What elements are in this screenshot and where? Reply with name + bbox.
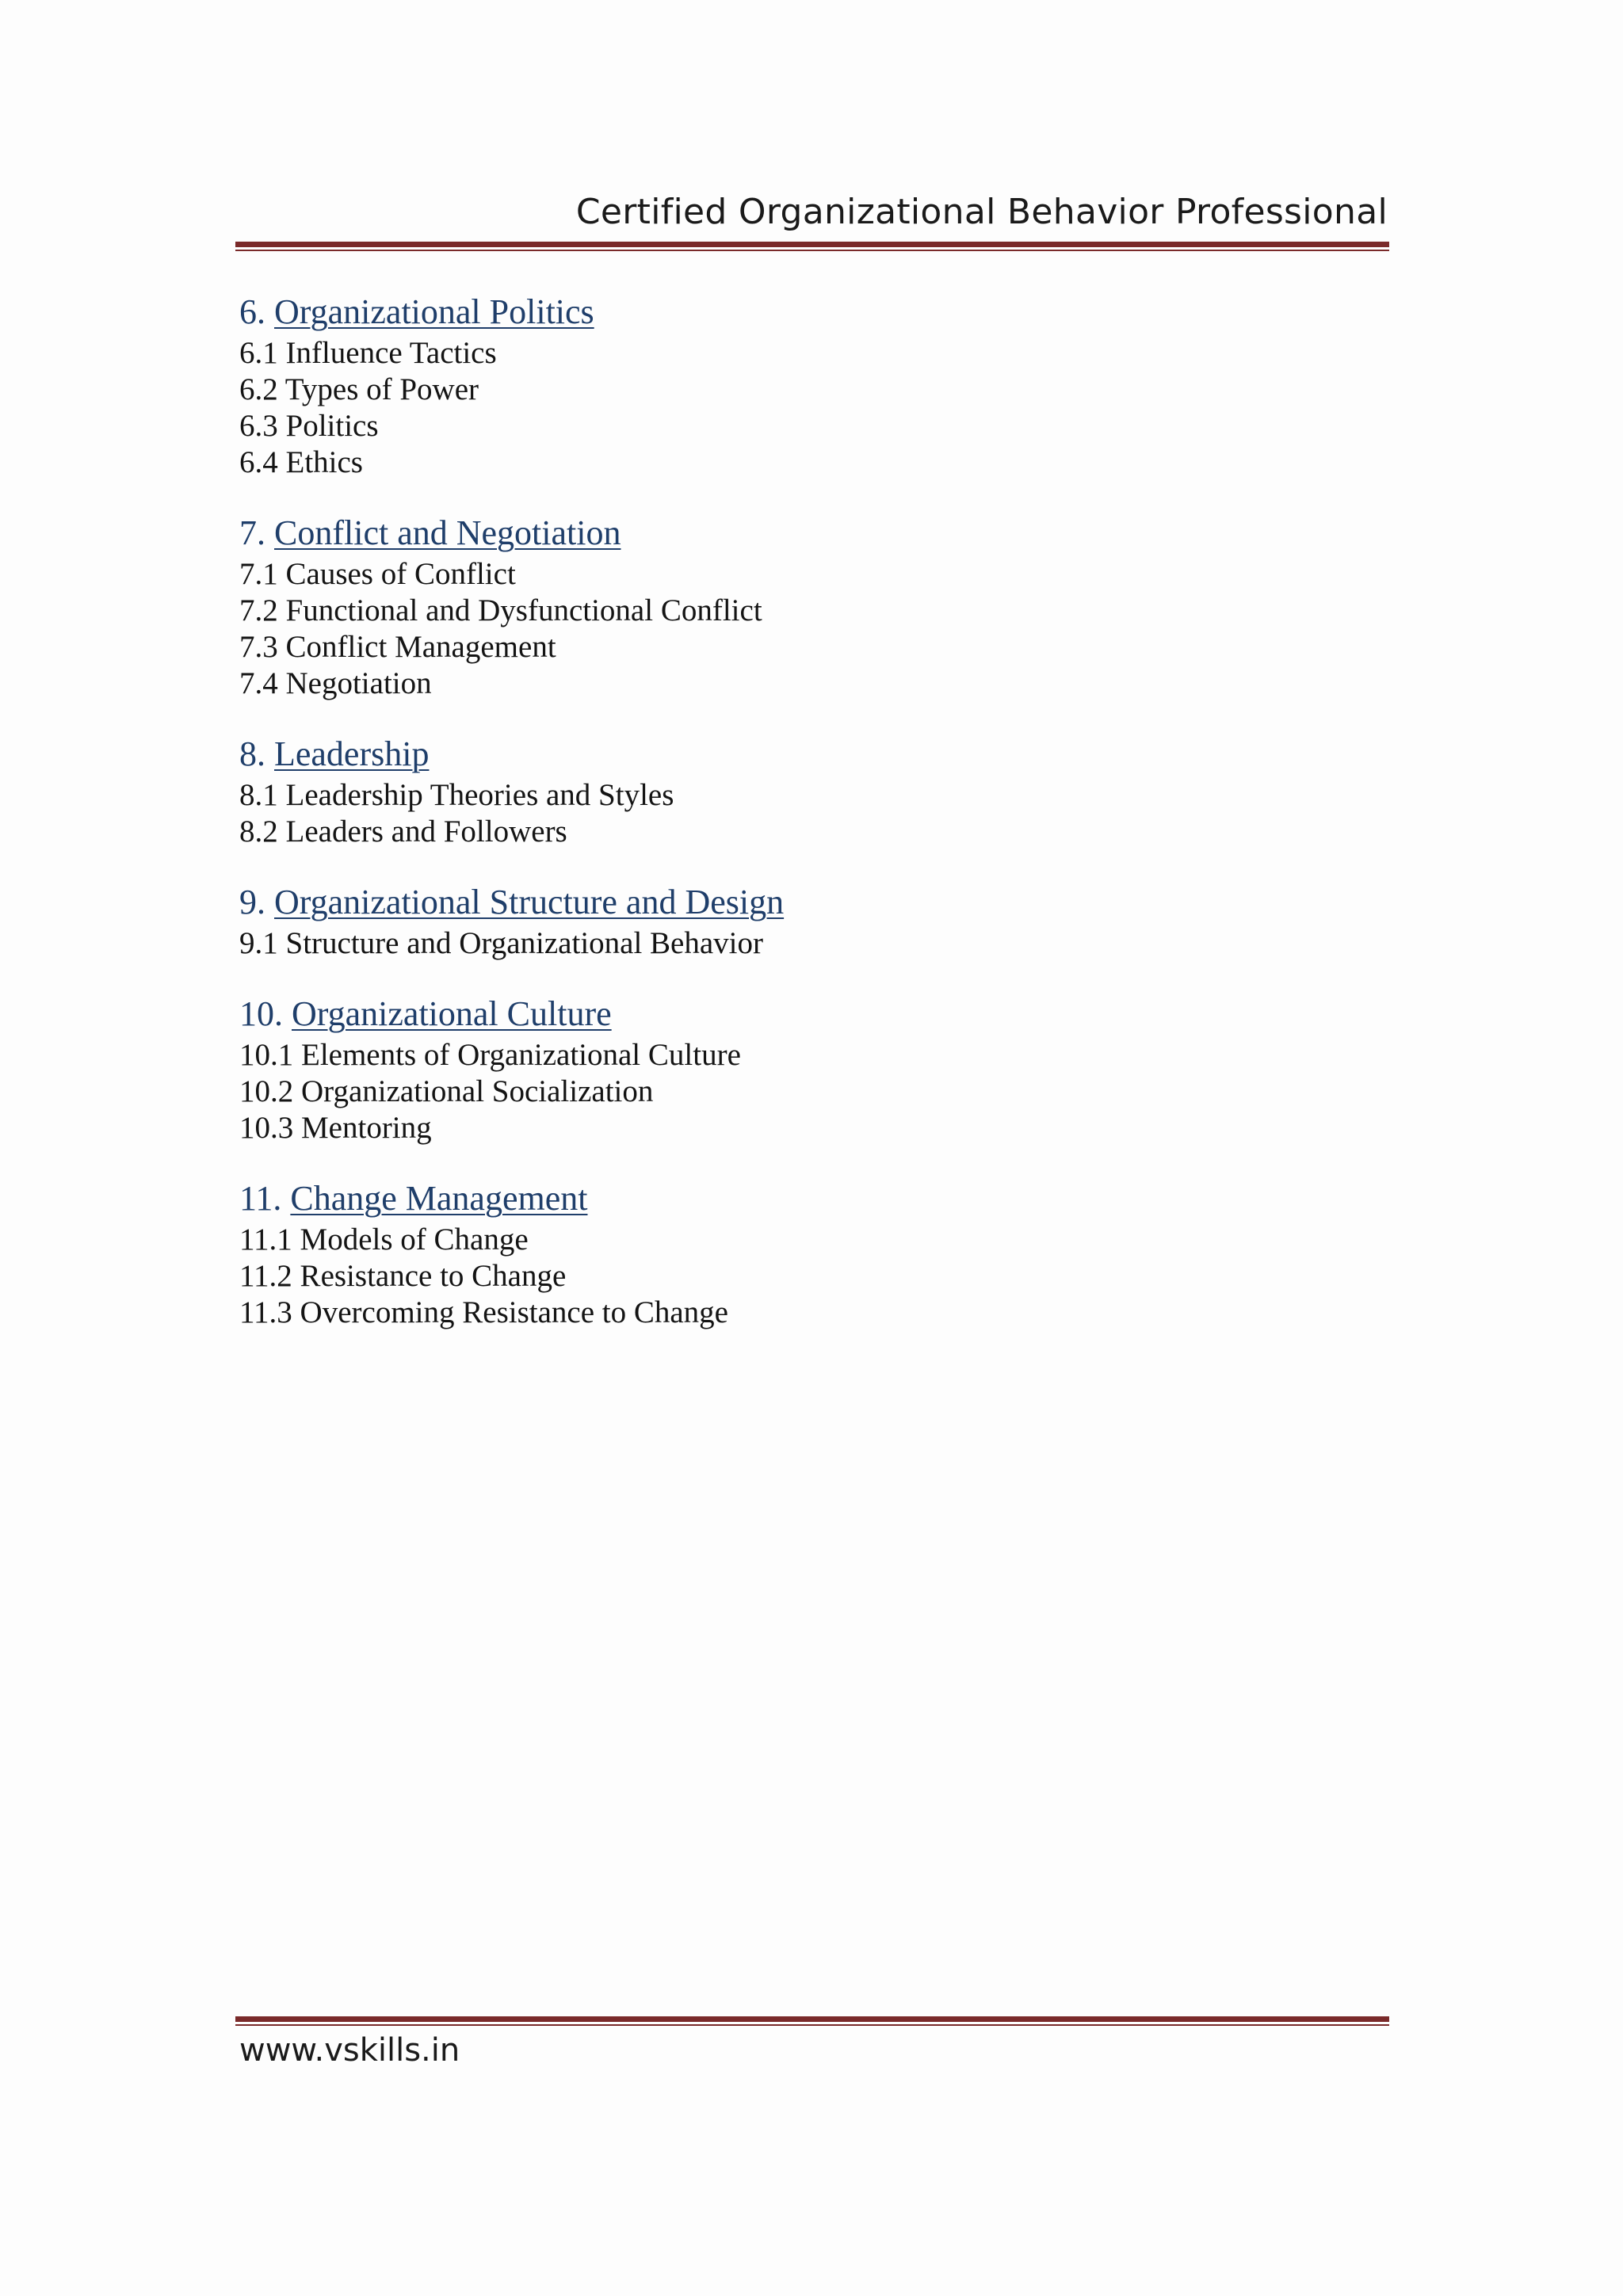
section-number: 7. (239, 513, 265, 552)
section-heading (239, 731, 1349, 777)
toc-sub-item: 9.1 Structure and Organizational Behavior (239, 926, 764, 960)
toc-section-9 (239, 879, 1349, 962)
page-header-title: Certified Organizational Behavior Professional (575, 192, 1388, 232)
section-number: 6. (239, 292, 265, 331)
section-number: 8. (239, 734, 265, 773)
toc-sub-item: 6.3 Politics (239, 409, 379, 443)
section-title-link[interactable]: Organizational Structure and Design (274, 883, 785, 921)
section-heading (239, 879, 1349, 925)
toc-sub-item: 10.1 Elements of Organizational Culture (239, 1038, 741, 1072)
section-title-link[interactable]: Organizational Politics (274, 292, 594, 331)
toc-sub-item: 8.2 Leaders and Followers (239, 814, 567, 849)
toc-sub-item: 11.1 Models of Change (239, 1222, 529, 1257)
header-divider (235, 242, 1389, 251)
section-title-link[interactable]: Conflict and Negotiation (274, 513, 621, 552)
section-title-link[interactable]: Change Management (290, 1179, 588, 1218)
toc-section-10 (239, 991, 1349, 1146)
toc-section-11 (239, 1176, 1349, 1331)
toc-sub-item: 10.2 Organizational Socialization (239, 1074, 654, 1108)
toc-sub-item: 7.4 Negotiation (239, 666, 432, 700)
toc-sub-item: 7.3 Conflict Management (239, 630, 556, 664)
section-number: 10. (239, 994, 283, 1033)
section-heading (239, 510, 1349, 556)
toc-sub-item: 11.2 Resistance to Change (239, 1259, 567, 1293)
toc-sub-item: 6.4 Ethics (239, 445, 363, 479)
table-of-contents (239, 289, 1349, 1360)
footer-website-url: www.vskills.in (239, 2032, 460, 2069)
toc-sub-item: 8.1 Leadership Theories and Styles (239, 778, 674, 812)
toc-sub-item: 7.2 Functional and Dysfunctional Conflict (239, 593, 762, 627)
section-number: 11. (239, 1179, 282, 1218)
toc-section-8 (239, 731, 1349, 850)
section-title-link[interactable]: Organizational Culture (292, 994, 612, 1033)
toc-sub-item: 6.2 Types of Power (239, 372, 479, 406)
toc-sub-item: 7.1 Causes of Conflict (239, 557, 516, 591)
section-heading (239, 1176, 1349, 1222)
toc-section-6 (239, 289, 1349, 481)
footer-divider (235, 2016, 1389, 2026)
section-heading (239, 289, 1349, 335)
toc-section-7 (239, 510, 1349, 702)
section-title-link[interactable]: Leadership (274, 734, 430, 773)
toc-sub-item: 6.1 Influence Tactics (239, 336, 497, 370)
toc-sub-item: 10.3 Mentoring (239, 1111, 432, 1145)
section-number: 9. (239, 883, 265, 921)
section-heading (239, 991, 1349, 1037)
toc-sub-item: 11.3 Overcoming Resistance to Change (239, 1295, 728, 1329)
